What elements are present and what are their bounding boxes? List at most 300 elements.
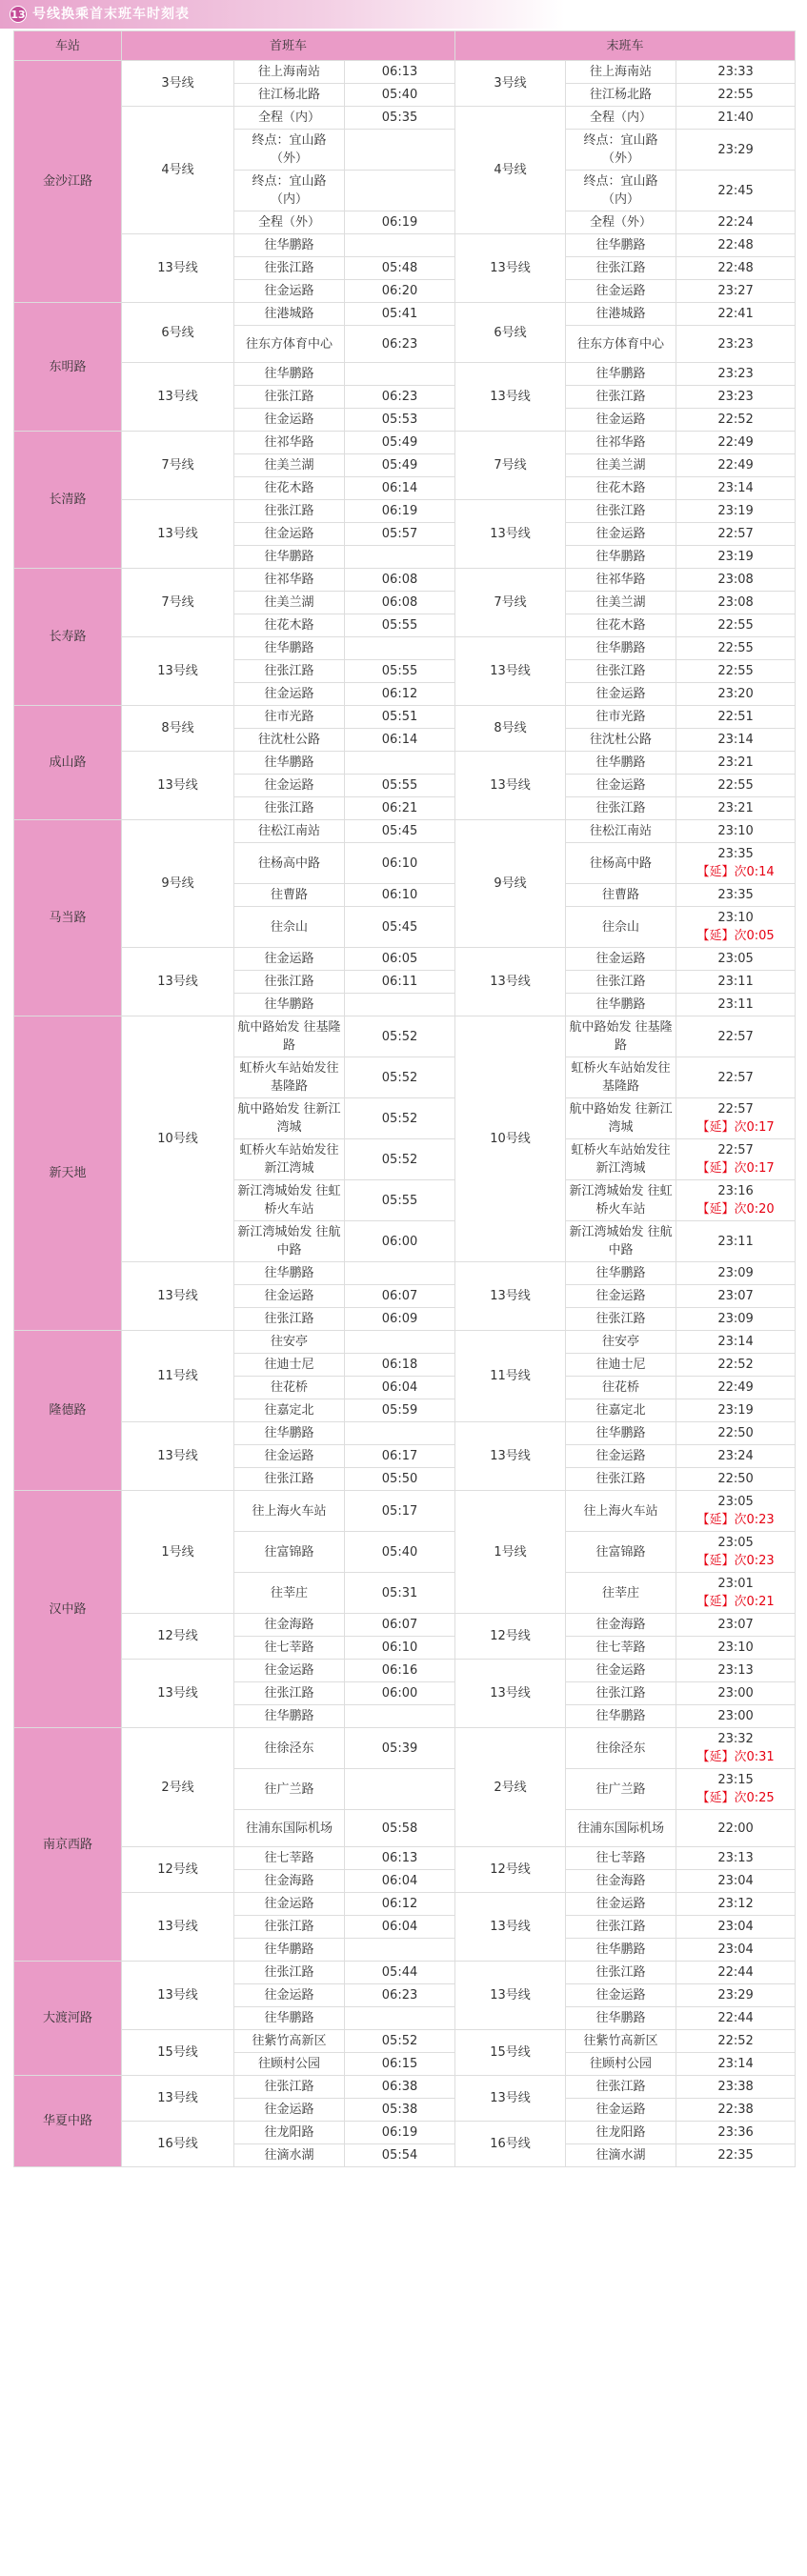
last-train-time: 22:52 — [717, 413, 754, 427]
first-train-line: 13号线 — [122, 1660, 234, 1728]
first-train-direction: 往顾村公园 — [234, 2053, 345, 2076]
last-train-time-cell — [676, 363, 796, 386]
first-train-direction: 新江湾城始发 往航中路 — [234, 1221, 345, 1262]
last-train-time-cell — [676, 1682, 796, 1705]
last-train-time-cell — [676, 1637, 796, 1660]
first-train-direction: 往徐泾东 — [234, 1728, 345, 1769]
last-train-time: 23:35 — [717, 847, 754, 861]
first-train-direction: 往金运路 — [234, 2099, 345, 2122]
last-train-time-cell — [676, 592, 796, 614]
last-train-line: 13号线 — [455, 500, 566, 569]
table-row — [14, 1962, 796, 1984]
first-train-line: 13号线 — [122, 948, 234, 1016]
last-train-time-cell — [676, 729, 796, 752]
first-train-time: 05:55 — [345, 614, 455, 637]
last-train-time: 23:27 — [717, 284, 754, 298]
last-train-time-cell — [676, 2053, 796, 2076]
last-train-direction: 往祁华路 — [566, 432, 676, 454]
last-train-direction: 往金运路 — [566, 2099, 676, 2122]
last-train-direction: 往华鹏路 — [566, 1422, 676, 1445]
last-train-time: 22:55 — [717, 641, 754, 655]
last-train-time: 22:35 — [717, 2148, 754, 2163]
last-train-direction: 全程（外） — [566, 211, 676, 234]
first-train-time: 05:49 — [345, 454, 455, 477]
table-row — [14, 234, 796, 257]
first-train-direction: 全程（内） — [234, 107, 345, 130]
last-train-time: 23:07 — [717, 1618, 754, 1632]
first-train-time — [345, 994, 455, 1016]
first-train-direction: 往张江路 — [234, 797, 345, 820]
last-train-line: 12号线 — [455, 1847, 566, 1893]
first-train-time: 06:14 — [345, 477, 455, 500]
first-train-time — [345, 1939, 455, 1962]
last-train-direction: 往松江南站 — [566, 820, 676, 843]
last-train-direction: 全程（内） — [566, 107, 676, 130]
last-train-time: 23:07 — [717, 1289, 754, 1303]
last-train-time: 22:49 — [717, 1380, 754, 1395]
last-train-direction: 航中路始发 往基隆路 — [566, 1016, 676, 1057]
last-train-time: 23:20 — [717, 687, 754, 701]
first-train-direction: 往张江路 — [234, 971, 345, 994]
last-train-time: 22:45 — [717, 183, 754, 198]
first-train-direction: 往金运路 — [234, 775, 345, 797]
first-train-direction: 往嘉定北 — [234, 1399, 345, 1422]
table-row — [14, 61, 796, 84]
last-train-time: 22:57 — [717, 1143, 754, 1157]
first-train-time: 06:11 — [345, 971, 455, 994]
last-train-direction: 往上海南站 — [566, 61, 676, 84]
last-train-line: 4号线 — [455, 107, 566, 234]
table-row — [14, 107, 796, 130]
first-train-direction: 往金运路 — [234, 683, 345, 706]
first-train-direction: 往杨高中路 — [234, 843, 345, 884]
last-train-time-cell — [676, 797, 796, 820]
last-train-time: 23:29 — [717, 142, 754, 157]
first-train-line: 13号线 — [122, 1962, 234, 2030]
first-train-direction: 往上海南站 — [234, 61, 345, 84]
last-train-time: 23:19 — [717, 1403, 754, 1418]
first-train-line: 2号线 — [122, 1728, 234, 1847]
first-train-time: 05:52 — [345, 1057, 455, 1098]
first-train-header: 首班车 — [122, 31, 455, 61]
last-train-direction: 往张江路 — [566, 257, 676, 280]
last-train-time-cell — [676, 1893, 796, 1916]
first-train-time — [345, 363, 455, 386]
last-train-time: 23:35 — [717, 888, 754, 902]
first-train-direction: 往市光路 — [234, 706, 345, 729]
last-train-time: 23:10 — [717, 824, 754, 838]
last-train-time: 23:05 — [717, 1536, 754, 1550]
first-train-time: 05:54 — [345, 2144, 455, 2167]
last-train-direction: 往七莘路 — [566, 1847, 676, 1870]
first-train-time — [345, 1422, 455, 1445]
first-train-line: 3号线 — [122, 61, 234, 107]
last-train-direction: 往金运路 — [566, 1984, 676, 2007]
first-train-direction: 往紫竹高新区 — [234, 2030, 345, 2053]
last-train-time: 22:50 — [717, 1426, 754, 1440]
station-name: 大渡河路 — [14, 1962, 122, 2076]
last-train-time: 23:09 — [717, 1312, 754, 1326]
last-train-time: 23:23 — [717, 367, 754, 381]
table-row — [14, 1893, 796, 1916]
first-train-time — [345, 234, 455, 257]
table-row — [14, 363, 796, 386]
last-train-time: 23:11 — [717, 975, 754, 989]
last-train-direction: 往龙阳路 — [566, 2122, 676, 2144]
last-train-time: 23:21 — [717, 755, 754, 770]
extension-note: 【延】次0:21 — [696, 1595, 775, 1609]
last-train-time-cell — [676, 820, 796, 843]
first-train-direction: 往华鹏路 — [234, 363, 345, 386]
first-train-direction: 往华鹏路 — [234, 1262, 345, 1285]
last-train-time: 22:57 — [717, 1102, 754, 1117]
last-train-time-cell — [676, 907, 796, 948]
last-train-time: 23:01 — [717, 1577, 754, 1591]
first-train-direction: 往张江路 — [234, 257, 345, 280]
first-train-time: 05:49 — [345, 432, 455, 454]
last-train-direction: 往广兰路 — [566, 1769, 676, 1810]
first-train-direction: 往金运路 — [234, 280, 345, 303]
last-train-line: 10号线 — [455, 1016, 566, 1262]
first-train-direction: 往金运路 — [234, 1984, 345, 2007]
last-train-direction: 往张江路 — [566, 1962, 676, 1984]
first-train-direction: 虹桥火车站始发往基隆路 — [234, 1057, 345, 1098]
first-train-line: 11号线 — [122, 1331, 234, 1422]
last-train-time: 23:21 — [717, 801, 754, 815]
last-train-line: 13号线 — [455, 1660, 566, 1728]
last-train-time-cell — [676, 1532, 796, 1573]
last-train-line: 9号线 — [455, 820, 566, 948]
first-train-time: 06:16 — [345, 1660, 455, 1682]
table-row — [14, 1491, 796, 1532]
first-train-line: 13号线 — [122, 1893, 234, 1962]
last-train-time-cell — [676, 326, 796, 363]
first-train-time: 06:09 — [345, 1308, 455, 1331]
last-train-time-cell — [676, 1445, 796, 1468]
last-train-time: 22:48 — [717, 261, 754, 275]
table-row — [14, 1422, 796, 1445]
last-train-direction: 往金运路 — [566, 523, 676, 546]
last-train-time-cell — [676, 971, 796, 994]
first-train-direction: 往滴水湖 — [234, 2144, 345, 2167]
last-train-time-cell — [676, 2030, 796, 2053]
first-train-direction: 往张江路 — [234, 1962, 345, 1984]
last-train-direction: 往华鹏路 — [566, 2007, 676, 2030]
last-train-time-cell — [676, 1939, 796, 1962]
last-train-line: 7号线 — [455, 432, 566, 500]
table-row — [14, 569, 796, 592]
first-train-direction: 往七莘路 — [234, 1637, 345, 1660]
table-row — [14, 1614, 796, 1637]
first-train-direction: 往祁华路 — [234, 569, 345, 592]
last-train-time: 23:04 — [717, 1874, 754, 1888]
first-train-time: 05:53 — [345, 409, 455, 432]
last-train-direction: 往东方体育中心 — [566, 326, 676, 363]
first-train-direction: 往江杨北路 — [234, 84, 345, 107]
first-train-time — [345, 130, 455, 171]
last-train-time-cell — [676, 171, 796, 211]
last-train-time-cell — [676, 1870, 796, 1893]
table-row — [14, 1847, 796, 1870]
last-train-direction: 往徐泾东 — [566, 1728, 676, 1769]
first-train-time: 05:48 — [345, 257, 455, 280]
last-train-time-cell — [676, 2144, 796, 2167]
last-train-time-cell — [676, 234, 796, 257]
first-train-direction: 往祁华路 — [234, 432, 345, 454]
first-train-direction: 往安亭 — [234, 1331, 345, 1354]
first-train-line: 13号线 — [122, 1422, 234, 1491]
last-train-time-cell — [676, 660, 796, 683]
first-train-direction: 往华鹏路 — [234, 1705, 345, 1728]
first-train-line: 8号线 — [122, 706, 234, 752]
last-train-direction: 往张江路 — [566, 1308, 676, 1331]
last-train-direction: 往迪士尼 — [566, 1354, 676, 1377]
title-bar — [0, 0, 807, 29]
first-train-line: 16号线 — [122, 2122, 234, 2167]
first-train-time: 05:52 — [345, 1098, 455, 1139]
last-train-line: 13号线 — [455, 752, 566, 820]
first-train-line: 4号线 — [122, 107, 234, 234]
last-train-time: 23:19 — [717, 550, 754, 564]
last-train-line: 8号线 — [455, 706, 566, 752]
first-train-direction: 往张江路 — [234, 500, 345, 523]
table-row — [14, 820, 796, 843]
first-train-time: 06:12 — [345, 683, 455, 706]
last-train-time-cell — [676, 1354, 796, 1377]
last-train-time-cell — [676, 2076, 796, 2099]
last-train-time: 23:14 — [717, 1335, 754, 1349]
last-train-time-cell — [676, 614, 796, 637]
last-train-direction: 往金运路 — [566, 683, 676, 706]
last-train-line: 13号线 — [455, 637, 566, 706]
last-train-direction: 往华鹏路 — [566, 363, 676, 386]
last-train-direction: 往江杨北路 — [566, 84, 676, 107]
last-train-time-cell — [676, 523, 796, 546]
table-row — [14, 752, 796, 775]
last-train-line: 11号线 — [455, 1331, 566, 1422]
last-train-time-cell — [676, 1962, 796, 1984]
table-row — [14, 2030, 796, 2053]
last-train-direction: 终点：宜山路（外） — [566, 130, 676, 171]
first-train-line: 13号线 — [122, 500, 234, 569]
last-train-time: 23:11 — [717, 997, 754, 1012]
first-train-direction: 往张江路 — [234, 386, 345, 409]
first-train-direction: 往美兰湖 — [234, 454, 345, 477]
first-train-direction: 往金海路 — [234, 1870, 345, 1893]
last-train-time-cell — [676, 1705, 796, 1728]
last-train-line: 13号线 — [455, 1262, 566, 1331]
last-train-direction: 往上海火车站 — [566, 1491, 676, 1532]
last-train-header: 末班车 — [455, 31, 796, 61]
first-train-time: 06:14 — [345, 729, 455, 752]
first-train-direction: 航中路始发 往新江湾城 — [234, 1098, 345, 1139]
first-train-time: 05:17 — [345, 1491, 455, 1532]
last-train-time-cell — [676, 1221, 796, 1262]
first-train-time: 05:55 — [345, 1180, 455, 1221]
station-name: 金沙江路 — [14, 61, 122, 303]
last-train-time: 22:49 — [717, 435, 754, 450]
first-train-direction: 往七莘路 — [234, 1847, 345, 1870]
station-name: 长寿路 — [14, 569, 122, 706]
first-train-time: 06:05 — [345, 948, 455, 971]
first-train-time — [345, 1705, 455, 1728]
last-train-line: 2号线 — [455, 1728, 566, 1847]
last-train-time: 23:08 — [717, 573, 754, 587]
last-train-time-cell — [676, 1180, 796, 1221]
first-train-time: 05:55 — [345, 660, 455, 683]
first-train-direction: 往上海火车站 — [234, 1491, 345, 1532]
last-train-time-cell — [676, 1916, 796, 1939]
first-train-time: 05:45 — [345, 820, 455, 843]
last-train-time-cell — [676, 1810, 796, 1847]
last-train-direction: 往祁华路 — [566, 569, 676, 592]
last-train-time: 22:38 — [717, 2103, 754, 2117]
first-train-line: 10号线 — [122, 1016, 234, 1262]
last-train-line: 13号线 — [455, 948, 566, 1016]
last-train-time-cell — [676, 1285, 796, 1308]
last-train-time: 22:44 — [717, 1965, 754, 1980]
last-train-direction: 往金海路 — [566, 1870, 676, 1893]
table-row — [14, 2122, 796, 2144]
extension-note: 【延】次0:31 — [696, 1750, 775, 1764]
last-train-direction: 往顾村公园 — [566, 2053, 676, 2076]
timetable-body — [14, 61, 796, 2167]
last-train-time: 23:04 — [717, 1942, 754, 1957]
first-train-direction: 往港城路 — [234, 303, 345, 326]
last-train-time-cell — [676, 500, 796, 523]
first-train-time: 05:50 — [345, 1468, 455, 1491]
last-train-direction: 往张江路 — [566, 660, 676, 683]
last-train-time: 23:23 — [717, 336, 754, 352]
last-train-time: 22:48 — [717, 238, 754, 252]
first-train-time: 05:55 — [345, 775, 455, 797]
first-train-direction: 往沈杜公路 — [234, 729, 345, 752]
first-train-direction: 往花桥 — [234, 1377, 345, 1399]
last-train-direction: 终点：宜山路（内） — [566, 171, 676, 211]
first-train-direction: 往华鹏路 — [234, 1939, 345, 1962]
first-train-time: 06:08 — [345, 569, 455, 592]
last-train-time-cell — [676, 1262, 796, 1285]
last-train-direction: 往港城路 — [566, 303, 676, 326]
station-name: 东明路 — [14, 303, 122, 432]
first-train-time: 05:51 — [345, 706, 455, 729]
last-train-time-cell — [676, 1057, 796, 1098]
first-train-direction: 往华鹏路 — [234, 637, 345, 660]
first-train-direction: 往金运路 — [234, 1893, 345, 1916]
last-train-direction: 往嘉定北 — [566, 1399, 676, 1422]
table-row — [14, 1262, 796, 1285]
first-train-direction: 往金运路 — [234, 1285, 345, 1308]
last-train-time: 23:00 — [717, 1686, 754, 1701]
first-train-direction: 往金运路 — [234, 948, 345, 971]
station-name: 汉中路 — [14, 1491, 122, 1728]
last-train-direction: 往华鹏路 — [566, 752, 676, 775]
last-train-time-cell — [676, 2122, 796, 2144]
extension-note: 【延】次0:14 — [696, 865, 775, 879]
last-train-time: 23:15 — [717, 1773, 754, 1787]
last-train-direction: 往花木路 — [566, 477, 676, 500]
last-train-time-cell — [676, 1984, 796, 2007]
first-train-direction: 虹桥火车站始发往新江湾城 — [234, 1139, 345, 1180]
station-column-header: 车站 — [14, 31, 122, 61]
last-train-direction: 往市光路 — [566, 706, 676, 729]
last-train-time: 22:57 — [717, 1070, 754, 1085]
last-train-direction: 往金运路 — [566, 280, 676, 303]
last-train-time: 22:00 — [717, 1821, 754, 1836]
station-name: 隆德路 — [14, 1331, 122, 1491]
first-train-direction: 往花木路 — [234, 614, 345, 637]
last-train-time-cell — [676, 84, 796, 107]
first-train-time — [345, 1262, 455, 1285]
last-train-time-cell — [676, 1098, 796, 1139]
table-row — [14, 1728, 796, 1769]
first-train-direction: 往华鹏路 — [234, 994, 345, 1016]
last-train-direction: 往张江路 — [566, 2076, 676, 2099]
first-train-time: 06:00 — [345, 1682, 455, 1705]
last-train-time-cell — [676, 130, 796, 171]
first-train-direction: 往佘山 — [234, 907, 345, 948]
table-row — [14, 2076, 796, 2099]
first-train-time: 06:10 — [345, 843, 455, 884]
last-train-time: 23:10 — [717, 911, 754, 925]
last-train-time: 22:55 — [717, 88, 754, 102]
first-train-time: 06:12 — [345, 1893, 455, 1916]
first-train-time: 05:45 — [345, 907, 455, 948]
last-train-time: 22:57 — [717, 1029, 754, 1044]
table-row — [14, 706, 796, 729]
first-train-direction: 往张江路 — [234, 1682, 345, 1705]
first-train-direction: 往东方体育中心 — [234, 326, 345, 363]
table-row — [14, 1331, 796, 1354]
last-train-line: 16号线 — [455, 2122, 566, 2167]
last-train-direction: 往张江路 — [566, 386, 676, 409]
first-train-direction: 往金运路 — [234, 1445, 345, 1468]
station-name: 长清路 — [14, 432, 122, 569]
last-train-direction: 往华鹏路 — [566, 546, 676, 569]
last-train-time: 23:08 — [717, 595, 754, 610]
last-train-time: 21:40 — [717, 111, 754, 125]
station-name: 南京西路 — [14, 1728, 122, 1962]
table-row — [14, 432, 796, 454]
last-train-direction: 往浦东国际机场 — [566, 1810, 676, 1847]
first-train-time: 06:10 — [345, 884, 455, 907]
last-train-time: 23:32 — [717, 1732, 754, 1746]
first-train-line: 1号线 — [122, 1491, 234, 1614]
last-train-direction: 往金运路 — [566, 775, 676, 797]
last-train-direction: 往佘山 — [566, 907, 676, 948]
station-name: 新天地 — [14, 1016, 122, 1331]
last-train-time-cell — [676, 948, 796, 971]
last-train-time: 23:14 — [717, 733, 754, 747]
last-train-direction: 往富锦路 — [566, 1532, 676, 1573]
last-train-direction: 往曹路 — [566, 884, 676, 907]
last-train-time-cell — [676, 884, 796, 907]
last-train-direction: 往美兰湖 — [566, 454, 676, 477]
table-row — [14, 948, 796, 971]
first-train-time: 06:18 — [345, 1354, 455, 1377]
first-train-time: 06:04 — [345, 1916, 455, 1939]
last-train-direction: 往华鹏路 — [566, 1939, 676, 1962]
first-train-line: 6号线 — [122, 303, 234, 363]
first-train-line: 7号线 — [122, 569, 234, 637]
last-train-time-cell — [676, 1491, 796, 1532]
first-train-time: 06:20 — [345, 280, 455, 303]
first-train-time: 06:13 — [345, 61, 455, 84]
last-train-direction: 往金运路 — [566, 1445, 676, 1468]
first-train-direction: 往花木路 — [234, 477, 345, 500]
first-train-time: 06:04 — [345, 1870, 455, 1893]
first-train-time — [345, 637, 455, 660]
